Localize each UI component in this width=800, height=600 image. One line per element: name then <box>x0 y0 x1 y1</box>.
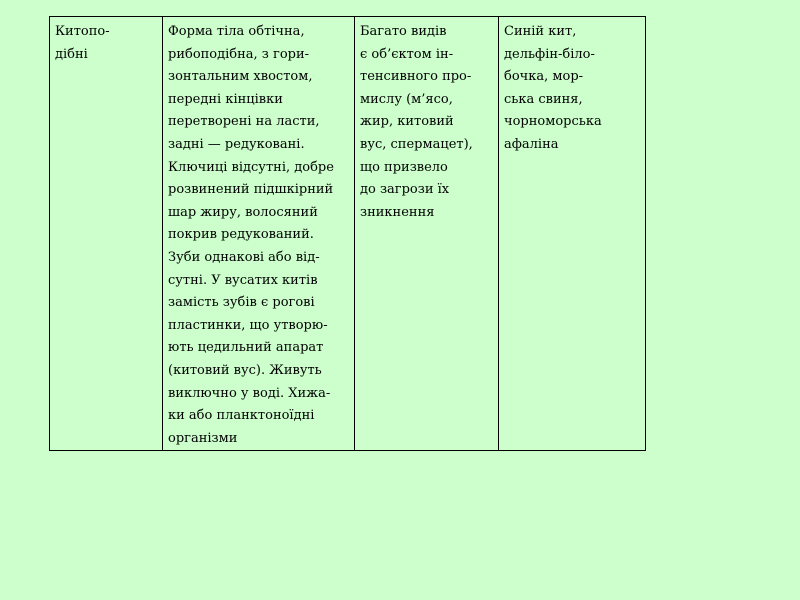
cell-text-line: ська свиня, <box>504 91 583 107</box>
cell-text-line: шар жиру, волосяний <box>168 204 318 220</box>
cell-text-line: ють цедильний апарат <box>168 340 324 356</box>
cell-text-line: дібні <box>55 46 88 62</box>
cell-text-line: пластинки, що утворю- <box>168 317 328 333</box>
cell-text-line: Форма тіла обтічна, <box>168 24 305 39</box>
table-cell-features <box>163 17 355 451</box>
cell-text-line: (китовий вус). Живуть <box>168 362 322 378</box>
cell-text-line: Зуби однакові або від- <box>168 249 320 265</box>
cell-text-line: виключно у воді. Хижа- <box>168 385 331 401</box>
cell-text-line: перетворені на ласти, <box>168 114 320 130</box>
cell-text-line: що призвело <box>360 159 448 175</box>
table-cell-group <box>50 17 163 451</box>
cell-text-line: зникнення <box>360 204 435 220</box>
cell-text-line: до загрози їх <box>360 182 450 198</box>
cell-text-line: організми <box>168 430 238 446</box>
table-cell-importance <box>355 17 499 451</box>
cell-text-line: Китопо- <box>55 24 110 39</box>
cell-text-line: сутні. У вусатих китів <box>168 272 318 288</box>
cell-text-line: афаліна <box>504 136 559 152</box>
cell-text-line: розвинений підшкірний <box>168 182 334 198</box>
table-cell-examples <box>499 17 646 451</box>
cell-text-line: Ключиці відсутні, добре <box>168 159 334 175</box>
cell-text-line: Багато видів <box>360 24 447 39</box>
cell-text-line: зонтальним хвостом, <box>168 69 313 85</box>
cell-text-line: жир, китовий <box>360 114 454 130</box>
cell-text-line: вус, спермацет), <box>360 136 473 152</box>
cell-text-line: чорноморська <box>504 114 602 130</box>
cell-text-line: замість зубів є рогові <box>168 295 315 311</box>
cell-text-line: рибоподібна, з гори- <box>168 46 310 62</box>
cell-text-line: дельфін-біло- <box>504 46 595 62</box>
cell-text-line: є об’єктом ін- <box>360 46 454 62</box>
cell-text-line: бочка, мор- <box>504 69 584 85</box>
cell-text-line: задні — редуковані. <box>168 136 305 152</box>
cell-text-line: мислу (м’ясо, <box>360 91 453 107</box>
classification-table <box>49 16 646 451</box>
cell-text-line: покрив редукований. <box>168 227 314 243</box>
table-row <box>50 17 646 451</box>
cell-text-line: тенсивного про- <box>360 69 472 85</box>
cell-text-line: Синій кит, <box>504 24 577 39</box>
cell-text-line: ки або планктоноїдні <box>168 408 315 424</box>
cell-text-line: передні кінцівки <box>168 91 283 107</box>
